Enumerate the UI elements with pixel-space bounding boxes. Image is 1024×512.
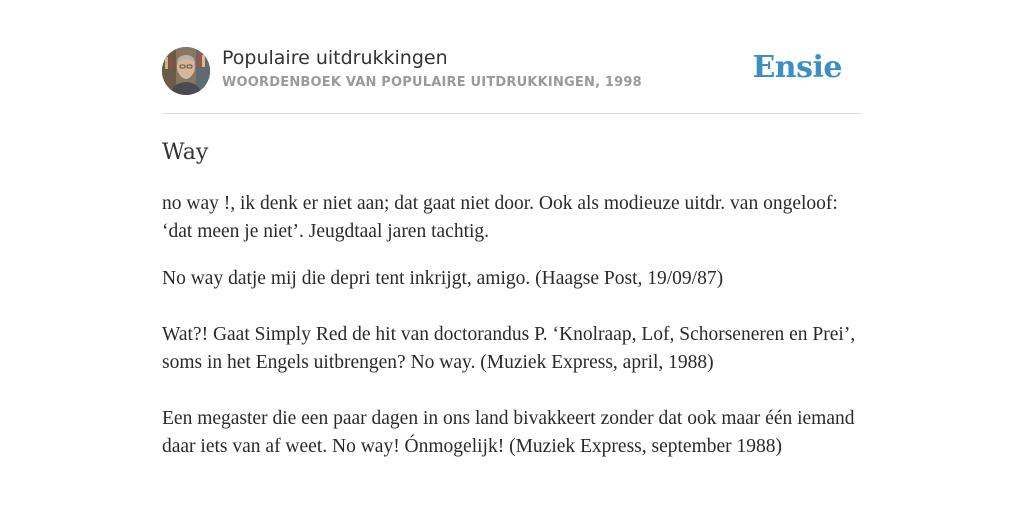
- entry-quote: No way datje mij die depri tent inkrijgt, amigo. (Haagse Post, 19/09/87): [162, 268, 724, 289]
- entry-quote: Wat?! Gaat Simply Red de hit van doctorandus P. ‘Knolraap, Lof, Schorseneren en Prei’, soms in het Engels uitbrengen? No way. (Muziek Express, april, 1988): [162, 324, 856, 373]
- entry-title: Way: [162, 140, 209, 165]
- entry-quote: Een megaster die een paar dagen in ons land bivakkeert zonder dat ook maar één iemand daar iets van af weet. No way! Ónmogelijk! (Muziek Express, september 1988): [162, 408, 855, 457]
- entry-card: [162, 44, 862, 461]
- source-header: [162, 44, 862, 114]
- source-title[interactable]: Populaire uitdrukkingen: [222, 47, 448, 69]
- author-portrait-icon: [162, 47, 210, 95]
- brand-logo[interactable]: Ensie: [752, 50, 842, 85]
- entry-definition: no way !, ik denk er niet aan; dat gaat niet door. Ook als modieuze uitdr. van ongeloof: ‘dat meen je niet’. Jeugdtaal jaren tachtig.: [162, 193, 838, 242]
- author-avatar[interactable]: [162, 47, 210, 95]
- source-subtitle: WOORDENBOEK VAN POPULAIRE UITDRUKKINGEN, 1998: [222, 75, 642, 90]
- source-info: [222, 44, 642, 92]
